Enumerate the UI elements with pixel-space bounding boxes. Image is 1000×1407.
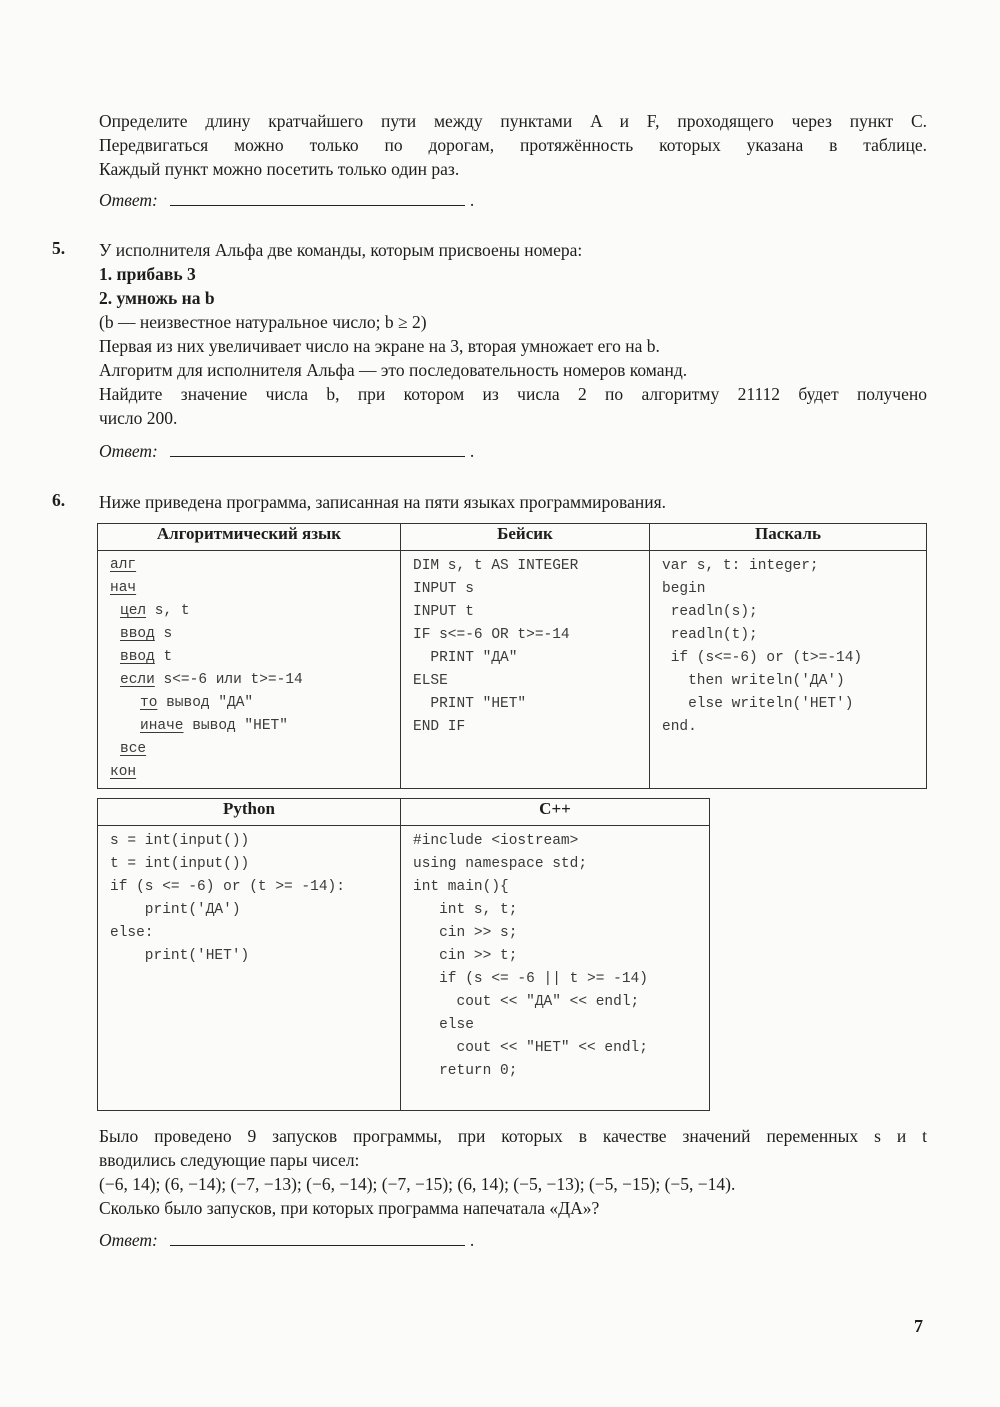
intro-paragraph — [99, 109, 927, 181]
header-python: Python — [98, 799, 401, 826]
code-basic — [401, 551, 650, 789]
answer-line-intro: Ответ: . — [99, 190, 475, 210]
answer-label: Ответ: — [99, 190, 158, 210]
intro-line-1: Определите длину кратчайшего пути между пунктами A и F, проходящего через пункт C. — [99, 111, 927, 131]
task5-note: (b — неизвестное натуральное число; b ≥ 2) — [99, 312, 427, 332]
cpp-code-block: #include <iostream> using namespace std; int main(){ int s, t; cin >> s; cin >> t; if (s <= -6 || t >= -14) cout << "ДА" << endl; else cout << "НЕТ" << endl; return 0; — [413, 833, 648, 1079]
code-table-2 — [97, 798, 710, 1111]
code-algorithmic — [98, 551, 401, 789]
task5-line-2: Первая из них увеличивает число на экране на 3, вторая умножает его на b. — [99, 336, 660, 356]
task6-question: Сколько было запусков, при которых программа напечатала «ДА»? — [99, 1198, 600, 1218]
task5-number: 5. — [52, 238, 66, 258]
pascal-code-block: var s, t: integer; begin readln(s); readln(t); if (s<=-6) or (t>=-14) then writeln('ДА') else writeln('НЕТ') end. — [662, 558, 863, 735]
task5-command-2: 2. умножь на b — [99, 288, 215, 308]
intro-line-3: Каждый пункт можно посетить только один раз. — [99, 159, 460, 179]
answer-label: Ответ: — [99, 441, 158, 461]
task6-after-line-1: Было проведено 9 запусков программы, при которых в качестве значений переменных s и t — [99, 1126, 927, 1146]
algorithmic-code-block: алг нач цел s, t ввод s ввод t если s<=-6 или t>=-14 то вывод "ДА" иначе вывод "НЕТ" все кон — [110, 557, 303, 780]
header-algorithmic: Алгоритмический язык — [98, 524, 401, 551]
answer-line-task6: Ответ: . — [99, 1230, 475, 1250]
answer-line-task5: Ответ: . — [99, 441, 475, 461]
task6-intro — [99, 490, 927, 514]
intro-line-2: Передвигаться можно только по дорогам, протяжённость которых указана в таблице. — [99, 135, 927, 155]
task5-line-3: Алгоритм для исполнителя Альфа — это последовательность номеров команд. — [99, 360, 688, 380]
answer-blank[interactable] — [170, 189, 465, 206]
task6-after-line-2: вводились следующие пары чисел: — [99, 1150, 360, 1170]
task5-body — [99, 238, 927, 430]
task5-command-1: 1. прибавь 3 — [99, 264, 196, 284]
task5-line-5: число 200. — [99, 408, 178, 428]
task6-number: 6. — [52, 490, 66, 510]
code-python — [98, 826, 401, 1111]
answer-blank[interactable] — [170, 1229, 465, 1246]
task6-after — [99, 1124, 927, 1220]
header-cpp: C++ — [401, 799, 710, 826]
code-cpp — [401, 826, 710, 1111]
header-pascal: Паскаль — [650, 524, 927, 551]
code-table-1 — [97, 523, 927, 789]
answer-label: Ответ: — [99, 1230, 158, 1250]
code-pascal — [650, 551, 927, 789]
task5-line-4: Найдите значение числа b, при котором из числа 2 по алгоритму 21112 будет получено — [99, 384, 927, 404]
python-code-block: s = int(input()) t = int(input()) if (s <= -6) or (t >= -14): print('ДА') else: print('НЕТ') — [110, 833, 345, 964]
task5-line-1: У исполнителя Альфа две команды, которым присвоены номера: — [99, 240, 583, 260]
task6-line-1: Ниже приведена программа, записанная на пяти языках программирования. — [99, 492, 667, 512]
answer-blank[interactable] — [170, 440, 465, 457]
basic-code-block: DIM s, t AS INTEGER INPUT s INPUT t IF s<=-6 OR t>=-14 PRINT "ДА" ELSE PRINT "НЕТ" END IF — [413, 558, 579, 735]
task6-pairs: (−6, 14); (6, −14); (−7, −13); (−6, −14); (−7, −15); (6, 14); (−5, −13); (−5, −15); (−5, −14). — [99, 1174, 736, 1194]
header-basic: Бейсик — [401, 524, 650, 551]
page-number: 7 — [914, 1316, 923, 1336]
